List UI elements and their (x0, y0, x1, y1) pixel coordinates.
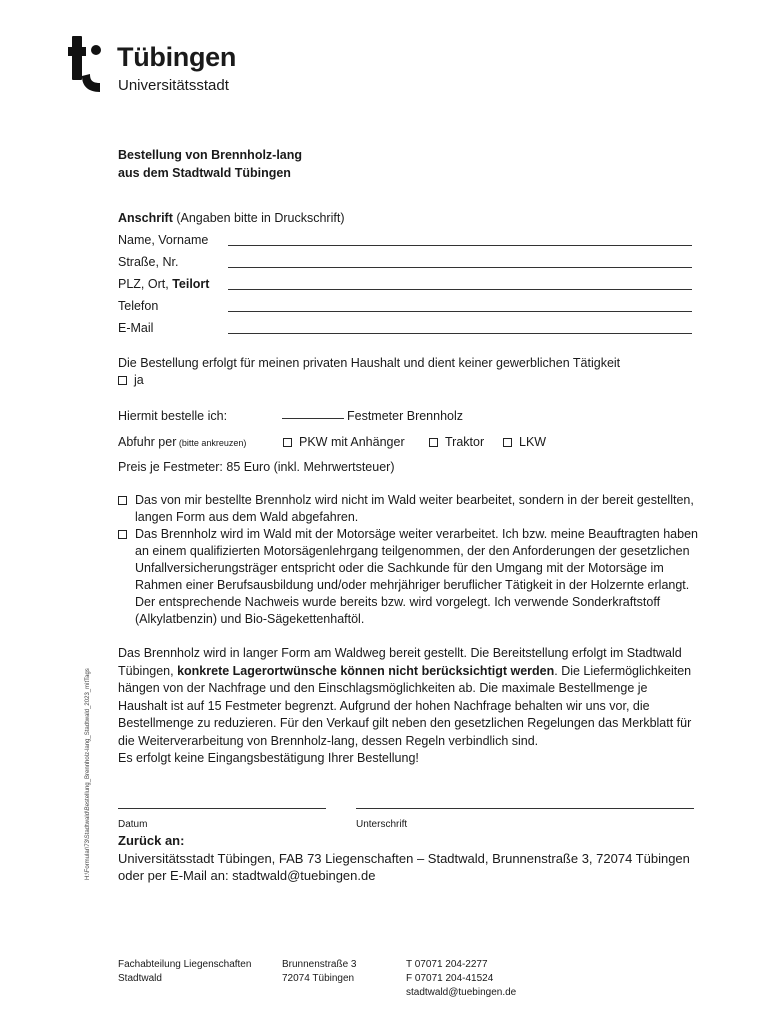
city-label-bold: Teilort (172, 277, 210, 291)
return-line1: Universitätsstadt Tübingen, FAB 73 Liegenschaften – Stadtwald, Brunnenstraße 3, 72074 Tübingen (118, 851, 690, 866)
signature-line[interactable] (356, 808, 694, 809)
footer-street: Brunnenstraße 3 (282, 959, 357, 970)
city-input-line[interactable] (228, 289, 692, 290)
option-chainsaw-text: Das Brennholz wird im Wald mit der Motorsäge weiter verarbeitet. Ich bzw. meine Beauftragten haben an einem qualifizierten Motorsägenlehrgang teilgenommen, der den Anforderungen der gesetzlichen Unfallversicherungsträger entspricht oder die Sachkunde für den Umgang mit der Motorsäge im Rahmen einer Berufsausbildung und/oder mehrjähriger beruflicher Tätigkeit in der Holzernte erlangt. Der entsprechende Nachweis wurde bereits bzw. wird vorgelegt. Ich verwende Sonderkraftstoff (Alkylatbenzin) und Bio-Sägekettenhaftöl. (135, 527, 698, 626)
footer-email[interactable]: stadtwald@tuebingen.de (406, 987, 517, 998)
file-path: H:\Formular\73\Stadtwald\Bestellung_Brennholz-lang_Stadtwald_2023_mitTags (85, 668, 91, 880)
private-statement: Die Bestellung erfolgt für meinen privaten Haushalt und dient keiner gewerblichen Tätigkeit (118, 356, 621, 370)
footer-department-line1: Fachabteilung Liegenschaften (118, 959, 252, 970)
pickup-hint: (bitte ankreuzen) (176, 438, 247, 448)
address-hint: (Angaben bitte in Druckschrift) (172, 211, 345, 225)
footer-address (282, 958, 357, 986)
document-title-line2: aus dem Stadtwald Tübingen (118, 166, 291, 180)
option-no-processing-checkbox[interactable] (118, 496, 127, 505)
tuebingen-logo-icon (68, 36, 104, 94)
phone-field-label: Telefon (118, 299, 159, 313)
order-suffix: Festmeter Brennholz (347, 409, 464, 423)
email-input-line[interactable] (228, 333, 692, 334)
footer-fax: F 07071 204-41524 (406, 973, 494, 984)
street-input-line[interactable] (228, 267, 692, 268)
lkw-checkbox[interactable] (503, 438, 512, 447)
lkw-label: LKW (519, 435, 547, 449)
document-title (118, 146, 302, 182)
footer-department (118, 958, 251, 986)
private-option[interactable] (118, 372, 144, 389)
option-chainsaw-checkbox[interactable] (118, 530, 127, 539)
pickup-label (118, 434, 246, 451)
option-chainsaw[interactable] (118, 526, 698, 628)
phone-input-line[interactable] (228, 311, 692, 312)
order-label: Hiermit bestelle ich: (118, 409, 228, 423)
name-input-line[interactable] (228, 245, 692, 246)
street-field[interactable] (118, 254, 692, 272)
date-label: Datum (118, 819, 148, 830)
footer-city: 72074 Tübingen (282, 973, 355, 984)
footer-contact (406, 958, 516, 1000)
logo-title: Tübingen (117, 42, 237, 72)
traktor-checkbox[interactable] (429, 438, 438, 447)
logo-subtitle: Universitätsstadt (118, 77, 229, 94)
private-yes-label: ja (134, 373, 144, 387)
return-address (118, 850, 690, 884)
footer-phone: T 07071 204-2277 (406, 959, 488, 970)
signature-label: Unterschrift (356, 819, 408, 830)
email-field[interactable] (118, 320, 692, 338)
info-text-2: . Die Liefermöglichkeiten hängen von der Nachfrage und den Einschlagsmöglichkeiten ab. Die maximale Bestellmenge je Haushalt ist auf 15 Festmeter begrenzt. Aufgrund der hohen Nachfrage behalten wir uns vor, die Bestellmenge zu reduzieren. Für den Verkauf gilt neben den gesetzlichen Regelungen das Merkblatt für die Weiterverarbeitung von Brennholz-lang, dessen Regeln verbindlich sind. (118, 663, 692, 748)
info-text-1: Das Brennholz wird in langer Form am Waldweg bereit gestellt. Die Bereitstellung erfolgt im Stadtwald Tübingen, (118, 646, 682, 678)
document-title-line1: Bestellung von Brennholz-lang (118, 148, 303, 162)
price-info: Preis je Festmeter: 85 Euro (inkl. Mehrwertsteuer) (118, 460, 395, 474)
order-quantity[interactable] (282, 408, 463, 425)
info-text-bold: konkrete Lagerortwünsche können nicht berücksichtigt werden (177, 663, 555, 678)
name-field-label: Name, Vorname (118, 233, 209, 247)
footer-department-line2: Stadtwald (118, 973, 162, 984)
pickup-option-lkw[interactable] (503, 434, 546, 451)
return-title: Zurück an: (118, 833, 185, 848)
pickup-label-text: Abfuhr per (118, 435, 177, 449)
return-line2: oder per E-Mail an: stadtwald@tuebingen.de (118, 868, 376, 883)
option-no-processing-text: Das von mir bestellte Brennholz wird nicht im Wald weiter bearbeitet, sondern in der bereit gestellten, langen Form aus dem Wald abgefahren. (135, 493, 694, 524)
info-paragraph (118, 645, 698, 768)
option-no-processing[interactable] (118, 492, 698, 526)
date-line[interactable] (118, 808, 326, 809)
pkw-checkbox[interactable] (283, 438, 292, 447)
address-section-title (118, 210, 344, 227)
address-title: Anschrift (118, 211, 173, 225)
city-field[interactable] (118, 276, 692, 294)
city-label-text: PLZ, Ort, (118, 277, 173, 291)
private-yes-checkbox[interactable] (118, 376, 127, 385)
pickup-option-traktor[interactable] (429, 434, 484, 451)
quantity-input-line[interactable] (282, 418, 344, 419)
pickup-option-pkw[interactable] (283, 434, 405, 451)
email-field-label: E-Mail (118, 321, 154, 335)
info-text-last: Es erfolgt keine Eingangsbestätigung Ihrer Bestellung! (118, 751, 419, 765)
phone-field[interactable] (118, 298, 692, 316)
traktor-label: Traktor (445, 435, 485, 449)
street-field-label: Straße, Nr. (118, 255, 179, 269)
city-field-label (118, 276, 209, 293)
pkw-label: PKW mit Anhänger (299, 435, 405, 449)
name-field[interactable] (118, 232, 692, 250)
